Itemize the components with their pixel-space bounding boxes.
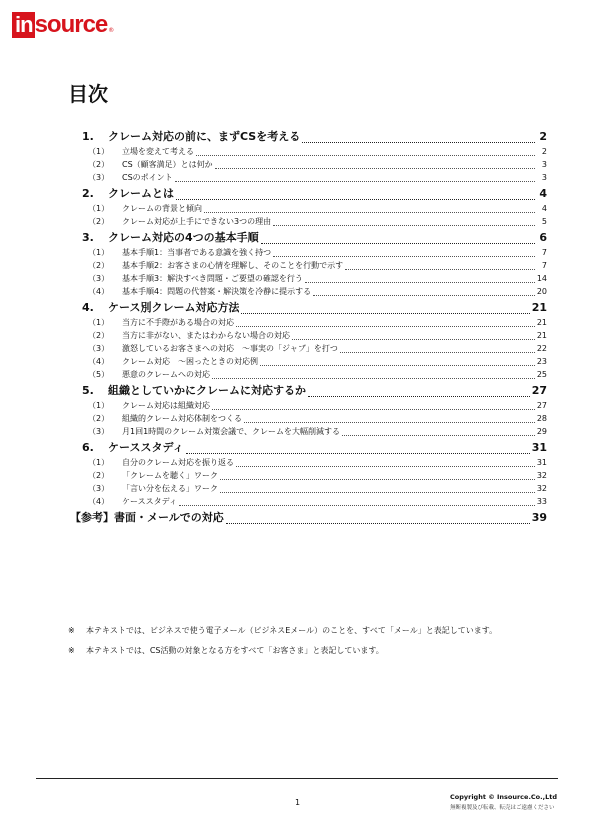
- toc-page-number: 2: [541, 147, 547, 156]
- toc-dot-leader: [244, 422, 535, 423]
- toc-subsection-row[interactable]: [70, 496, 547, 509]
- toc-page-number: 23: [536, 357, 547, 366]
- toc-chapter-row[interactable]: [70, 299, 547, 317]
- toc-entry-title: 基本手順2：お客さまの心情を理解し、そのことを行動で示す: [122, 261, 344, 270]
- toc-entry-number: （2）: [88, 261, 110, 270]
- toc-entry-title: ケース別クレーム対応方法: [108, 301, 240, 314]
- toc-page-number: 39: [531, 511, 547, 524]
- toc-subsection-row[interactable]: [70, 216, 547, 229]
- note-text: 本テキストでは、ビジネスで使う電子メール（ビジネスEメール）のことを、すべて「メール」と表記しています。: [86, 625, 498, 635]
- toc-entry-number: 6.: [82, 441, 94, 454]
- toc-chapter-row[interactable]: [70, 185, 547, 203]
- toc-page-number: 22: [536, 344, 547, 353]
- toc-subsection-row[interactable]: [70, 400, 547, 413]
- toc-dot-leader: [215, 168, 535, 169]
- page-title: 目次: [68, 82, 108, 106]
- toc-entry-title: CSのポイント: [122, 173, 173, 182]
- toc-entry-title: クレーム対応が上手にできない3つの理由: [122, 217, 272, 226]
- toc-entry-number: （4）: [88, 287, 110, 296]
- toc-entry-title: CS（顧客満足）とは何か: [122, 160, 213, 169]
- toc-chapter-row[interactable]: [70, 439, 547, 457]
- toc-entry-title: 当方に不手際がある場合の対応: [122, 318, 234, 327]
- logo-boxed-text: in: [12, 12, 35, 38]
- toc-entry-title: 組織的クレーム対応体制をつくる: [122, 414, 242, 423]
- toc-subsection-row[interactable]: [70, 260, 547, 273]
- toc-subsection-row[interactable]: [70, 457, 547, 470]
- notes: [68, 620, 497, 660]
- toc-subsection-row[interactable]: [70, 247, 547, 260]
- toc-entry-number: （2）: [88, 331, 110, 340]
- toc-entry-number: （4）: [88, 497, 110, 506]
- toc-dot-leader: [292, 339, 535, 340]
- toc-entry-title: クレームの背景と傾向: [122, 204, 202, 213]
- toc-subsection-row[interactable]: [70, 426, 547, 439]
- toc-entry-title: ケーススタディ: [108, 441, 184, 454]
- toc-page-number: 31: [531, 441, 547, 454]
- toc-entry-number: 4.: [82, 301, 94, 314]
- toc-page-number: 5: [541, 217, 547, 226]
- toc-dot-leader: [345, 269, 535, 270]
- toc-entry-number: 2.: [82, 187, 94, 200]
- toc-page-number: 14: [536, 274, 547, 283]
- toc-entry-number: （1）: [88, 147, 110, 156]
- toc-page-number: 7: [541, 248, 547, 257]
- note-line: [68, 640, 497, 660]
- toc-subsection-row[interactable]: [70, 413, 547, 426]
- logo-text: source: [34, 11, 108, 38]
- toc-page-number: 21: [531, 301, 547, 314]
- toc-entry-title: クレーム対応の4つの基本手順: [108, 231, 259, 244]
- toc-dot-leader: [261, 243, 535, 244]
- toc-entry-number: （3）: [88, 173, 110, 182]
- footer-divider: [36, 778, 558, 779]
- copyright-block: [450, 793, 557, 811]
- toc-entry-number: （3）: [88, 484, 110, 493]
- toc-subsection-row[interactable]: [70, 343, 547, 356]
- toc-page-number: 20: [536, 287, 547, 296]
- toc-dot-leader: [212, 378, 535, 379]
- toc-entry-title: 組織としていかにクレームに対応するか: [108, 384, 306, 397]
- toc-entry-number: 5.: [82, 384, 94, 397]
- toc-entry-title: 当方に非がない、またはわからない場合の対応: [122, 331, 290, 340]
- toc-entry-title: 自分のクレーム対応を振り返る: [122, 458, 234, 467]
- toc-entry-title: クレーム対応の前に、まずCSを考える: [108, 130, 301, 143]
- toc-subsection-row[interactable]: [70, 330, 547, 343]
- toc-subsection-row[interactable]: [70, 273, 547, 286]
- toc-entry-title: ケーススタディ: [122, 497, 177, 506]
- toc-entry-number: （3）: [88, 427, 110, 436]
- toc-entry-number: （1）: [88, 248, 110, 257]
- toc-page-number: 29: [536, 427, 547, 436]
- toc-page-number: 3: [541, 173, 547, 182]
- toc-entry-number: （1）: [88, 458, 110, 467]
- toc-chapter-row[interactable]: [70, 229, 547, 247]
- toc-subsection-row[interactable]: [70, 286, 547, 299]
- table-of-contents: [70, 128, 547, 527]
- toc-page-number: 27: [531, 384, 547, 397]
- toc-dot-leader: [340, 352, 535, 353]
- toc-dot-leader: [212, 409, 535, 410]
- toc-subsection-row[interactable]: [70, 203, 547, 216]
- toc-dot-leader: [236, 466, 535, 467]
- toc-page-number: 27: [536, 401, 547, 410]
- toc-entry-number: （1）: [88, 401, 110, 410]
- toc-entry-title: クレーム対応は組織対応: [122, 401, 210, 410]
- toc-dot-leader: [175, 181, 535, 182]
- toc-page-number: 32: [536, 484, 547, 493]
- toc-entry-number: （2）: [88, 414, 110, 423]
- toc-page-number: 6: [539, 231, 547, 244]
- toc-entry-number: （2）: [88, 160, 110, 169]
- toc-dot-leader: [302, 142, 535, 143]
- toc-dot-leader: [313, 295, 535, 296]
- toc-dot-leader: [179, 505, 535, 506]
- toc-dot-leader: [342, 435, 535, 436]
- toc-dot-leader: [236, 326, 535, 327]
- note-mark: ※: [68, 645, 75, 655]
- toc-entry-title: 「言い分を伝える」ワーク: [122, 484, 218, 493]
- toc-dot-leader: [273, 256, 535, 257]
- toc-dot-leader: [241, 313, 529, 314]
- toc-entry-number: 1.: [82, 130, 94, 143]
- note-text: 本テキストでは、CS活動の対象となる方をすべて「お客さま」と表記しています。: [86, 645, 384, 655]
- toc-dot-leader: [226, 523, 530, 524]
- note-line: [68, 620, 497, 640]
- toc-entry-number: （1）: [88, 318, 110, 327]
- page-number: 1: [294, 798, 301, 807]
- toc-entry-title: 【参考】書面・メールでの対応: [70, 511, 224, 524]
- toc-page-number: 2: [539, 130, 547, 143]
- toc-page-number: 28: [536, 414, 547, 423]
- toc-dot-leader: [204, 212, 535, 213]
- toc-page-number: 21: [536, 318, 547, 327]
- toc-dot-leader: [305, 282, 535, 283]
- toc-entry-number: （2）: [88, 471, 110, 480]
- toc-page-number: 21: [536, 331, 547, 340]
- company-logo: [12, 12, 114, 38]
- toc-entry-title: 激怒しているお客さまへの対応 ～事実の「ジャブ」を打つ: [122, 344, 338, 353]
- toc-entry-title: 「クレームを聴く」ワーク: [122, 471, 218, 480]
- logo-trademark: ®: [108, 27, 115, 34]
- toc-subsection-row[interactable]: [70, 356, 547, 369]
- toc-subsection-row[interactable]: [70, 172, 547, 185]
- toc-dot-leader: [186, 453, 530, 454]
- toc-chapter-row[interactable]: [70, 128, 547, 146]
- toc-page-number: 7: [541, 261, 547, 270]
- toc-page-number: 31: [536, 458, 547, 467]
- toc-entry-number: （3）: [88, 274, 110, 283]
- toc-entry-title: 基本手順3：解決すべき問題・ご要望の確認を行う: [122, 274, 303, 283]
- toc-entry-title: 立場を変えて考える: [122, 147, 194, 156]
- toc-dot-leader: [273, 225, 535, 226]
- toc-entry-title: クレーム対応 ～困ったときの対応例: [122, 357, 258, 366]
- copyright-text: Copyright © Insource.Co.,Ltd: [450, 793, 557, 801]
- toc-subsection-row[interactable]: [70, 369, 547, 382]
- toc-entry-title: クレームとは: [108, 187, 174, 200]
- toc-page-number: 25: [536, 370, 547, 379]
- toc-dot-leader: [196, 155, 535, 156]
- toc-chapter-row[interactable]: [70, 509, 547, 527]
- toc-entry-number: 3.: [82, 231, 94, 244]
- toc-subsection-row[interactable]: [70, 483, 547, 496]
- toc-page-number: 32: [536, 471, 547, 480]
- note-mark: ※: [68, 625, 75, 635]
- toc-subsection-row[interactable]: [70, 146, 547, 159]
- toc-entry-number: （4）: [88, 357, 110, 366]
- toc-page-number: 33: [536, 497, 547, 506]
- toc-entry-number: （5）: [88, 370, 110, 379]
- toc-dot-leader: [260, 365, 535, 366]
- toc-dot-leader: [308, 396, 530, 397]
- toc-entry-number: （3）: [88, 344, 110, 353]
- toc-entry-title: 月1回1時間のクレーム対策会議で、クレームを大幅削減する: [122, 427, 341, 436]
- toc-page-number: 4: [541, 204, 547, 213]
- toc-page-number: 3: [541, 160, 547, 169]
- toc-entry-title: 悪意のクレームへの対応: [122, 370, 210, 379]
- toc-chapter-row[interactable]: [70, 382, 547, 400]
- toc-dot-leader: [220, 479, 535, 480]
- toc-subsection-row[interactable]: [70, 317, 547, 330]
- toc-entry-number: （2）: [88, 217, 110, 226]
- toc-subsection-row[interactable]: [70, 159, 547, 172]
- toc-entry-number: （1）: [88, 204, 110, 213]
- toc-entry-title: 基本手順4：問題の代替案・解決策を冷静に提示する: [122, 287, 312, 296]
- reproduction-notice: 無断複製及び転載、転売はご遠慮ください: [450, 805, 555, 811]
- toc-page-number: 4: [539, 187, 547, 200]
- toc-subsection-row[interactable]: [70, 470, 547, 483]
- toc-entry-title: 基本手順1：当事者である意識を強く持つ: [122, 248, 272, 257]
- toc-dot-leader: [220, 492, 535, 493]
- toc-dot-leader: [176, 199, 535, 200]
